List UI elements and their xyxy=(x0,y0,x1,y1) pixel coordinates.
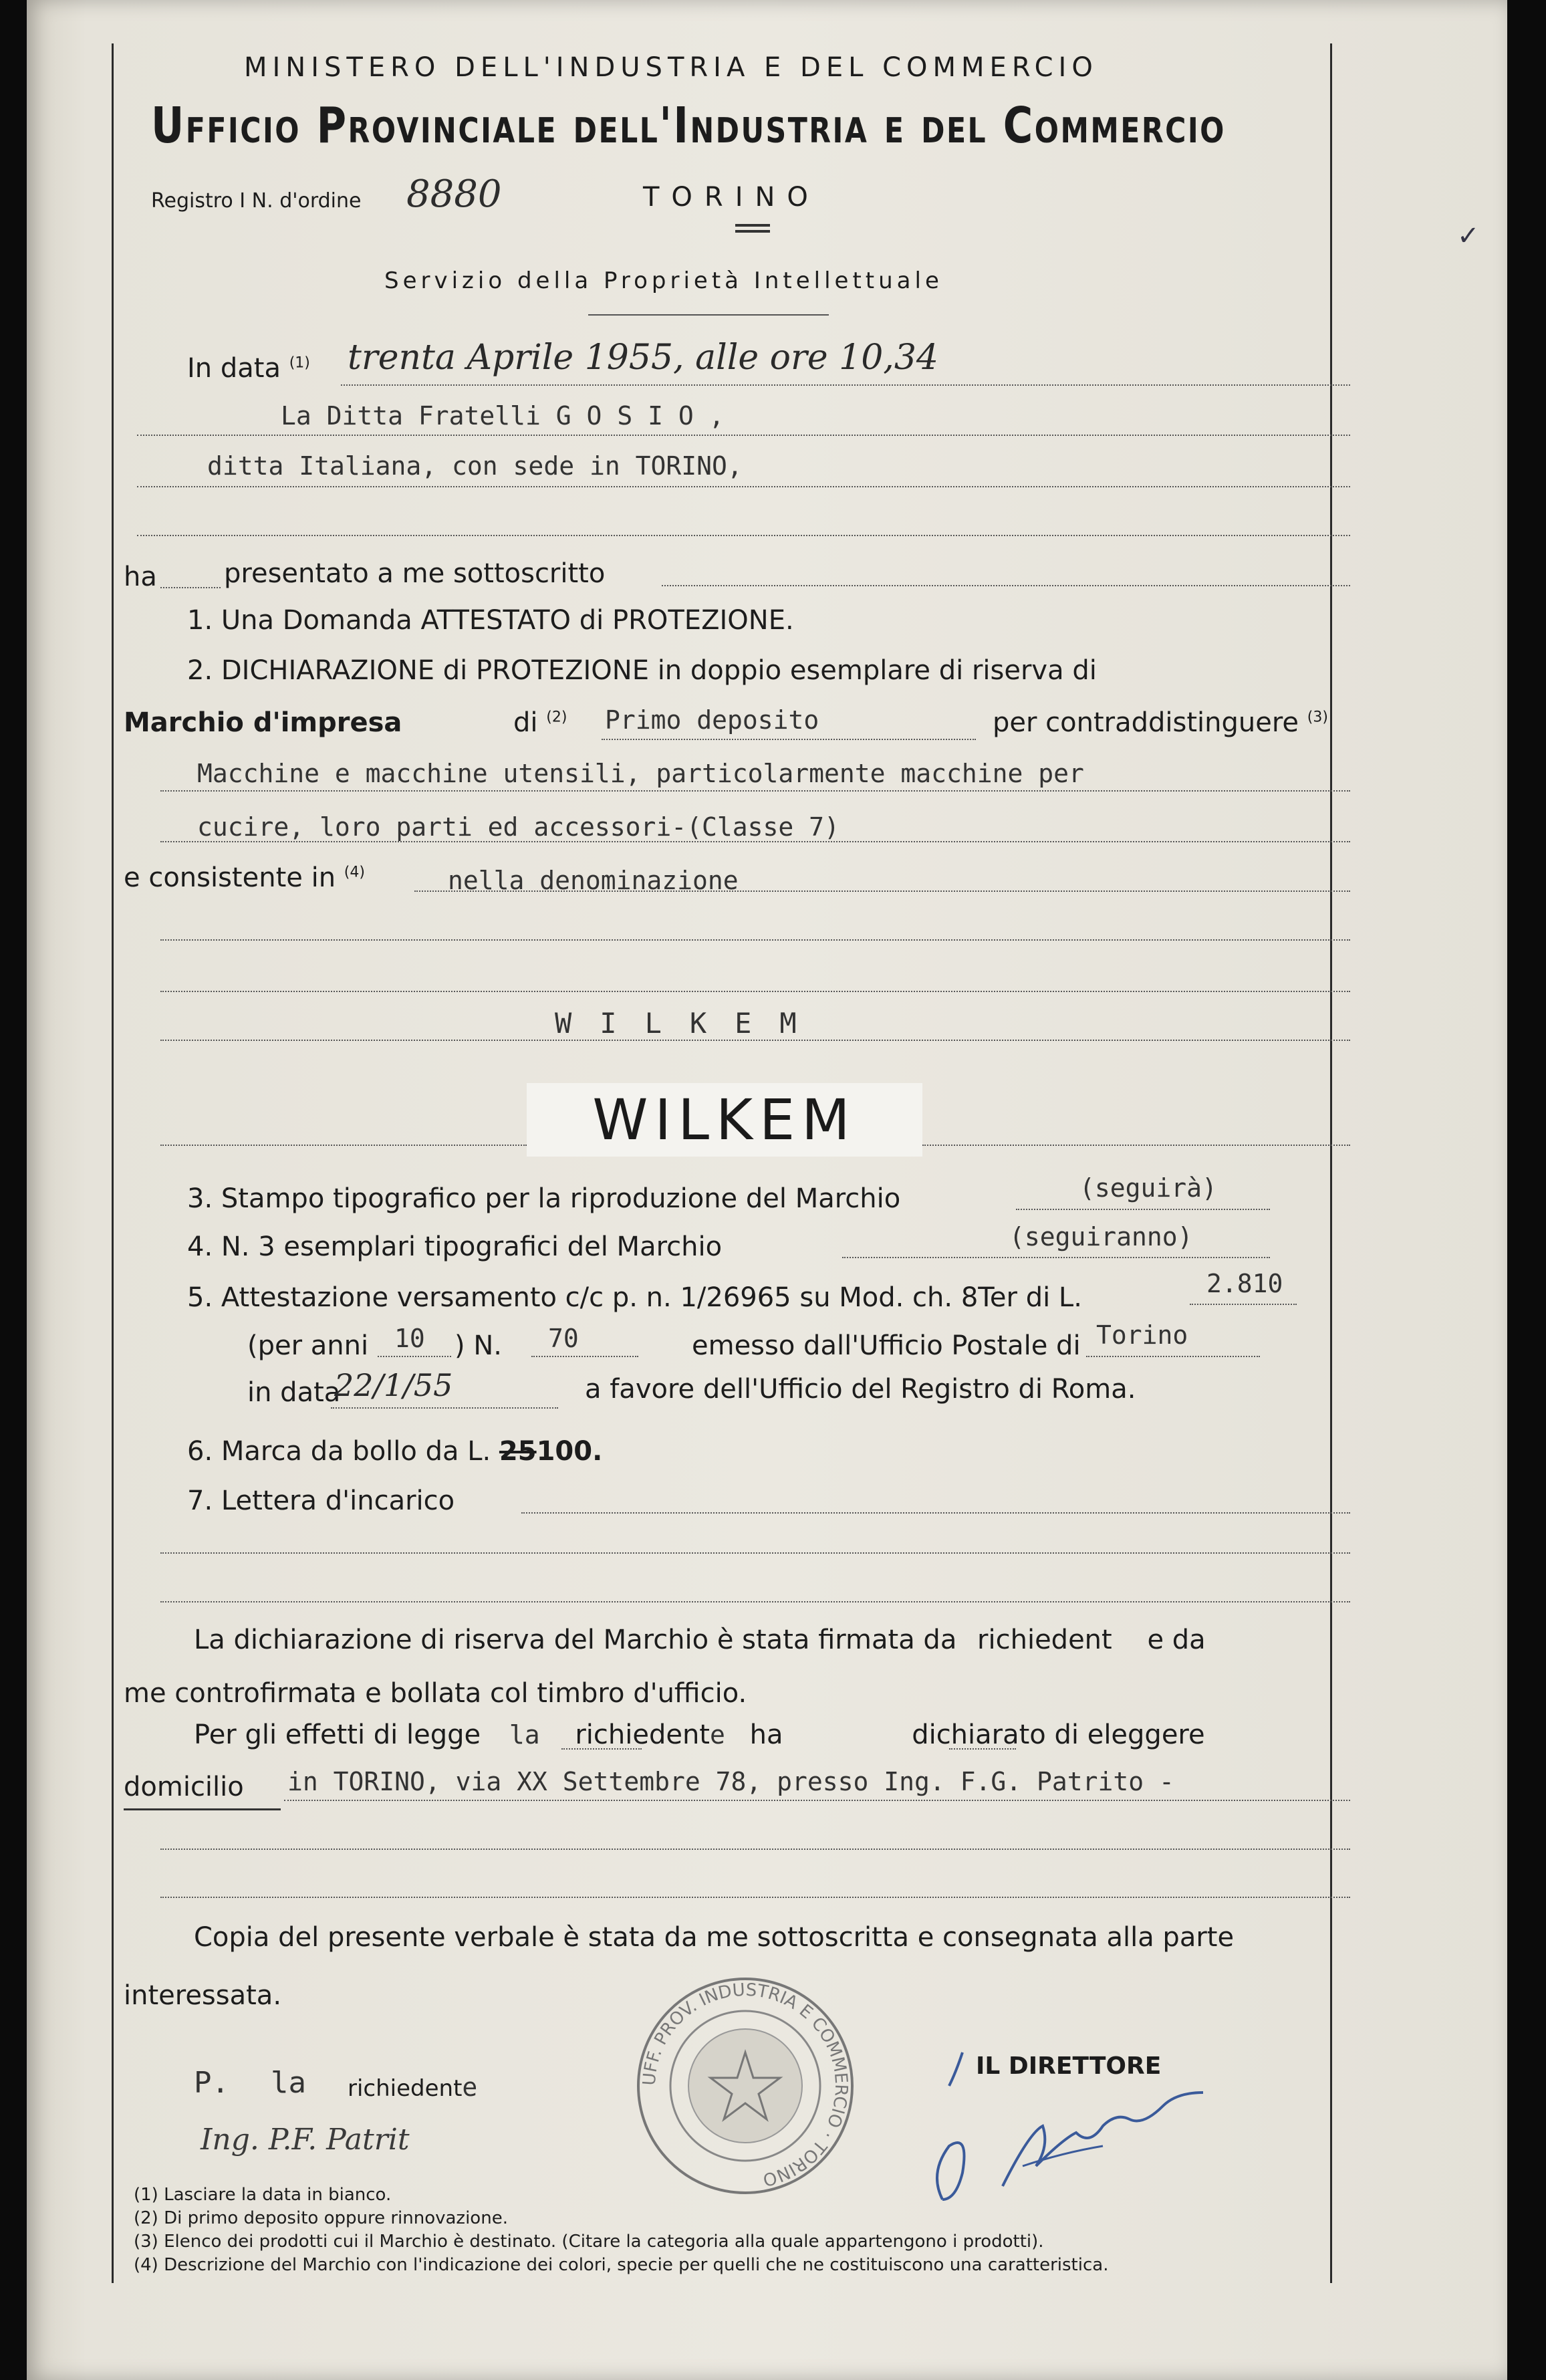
presentato-text: presentato a me sottoscritto xyxy=(224,558,606,589)
in-data-label-2: in data xyxy=(247,1377,341,1408)
ha-label: ha xyxy=(124,562,157,592)
products-line-1: Macchine e macchine utensili, particolarmente macchine per xyxy=(197,759,1084,788)
footnote-2: (2) Di primo deposito oppure rinnovazione. xyxy=(134,2208,508,2228)
item-4-value: (seguiranno) xyxy=(1009,1222,1193,1252)
p-la: la xyxy=(271,2066,306,2100)
item-1: 1. Una Domanda ATTESTATO di PROTEZIONE. xyxy=(187,605,794,636)
item-5: 5. Attestazione versamento c/c p. n. 1/26965 su Mod. ch. 8Ter di L. xyxy=(187,1282,1082,1313)
consistente-value: nella denominazione xyxy=(448,866,739,895)
n-value: 70 xyxy=(548,1324,579,1353)
riserva-line-1: La dichiarazione di riserva del Marchio è stata firmata da richiedent e da xyxy=(194,1625,1206,1655)
a-favore-label: a favore dell'Ufficio del Registro di Roma. xyxy=(585,1374,1136,1405)
consistente-label: e consistente in $^{(4)}$ xyxy=(124,862,365,893)
emesso-label: emesso dall'Ufficio Postale di xyxy=(692,1330,1081,1361)
item-4: 4. N. 3 esemplari tipografici del Marchio xyxy=(187,1231,723,1262)
city-heading: TORINO xyxy=(643,182,820,213)
in-data-label: In data $^{(1)}$ xyxy=(187,353,310,384)
footnote-1: (1) Lasciare la data in bianco. xyxy=(134,2185,392,2205)
divider-mark xyxy=(735,224,770,233)
item-3: 3. Stampo tipografico per la riproduzione del Marchio xyxy=(187,1183,901,1214)
office-heading: Ufficio Provinciale dell'Industria e del Commercio xyxy=(151,97,1226,154)
service-underline xyxy=(588,314,829,316)
item-2: 2. DICHIARAZIONE di PROTEZIONE in doppio esemplare di riserva di xyxy=(187,655,1097,686)
direttore-label: IL DIRETTORE xyxy=(976,2052,1162,2080)
footnote-4: (4) Descrizione del Marchio con l'indicazione dei colori, specie per quelli che ne costituiscono una caratteristica. xyxy=(134,2255,1109,2275)
company-seat-line: ditta Italiana, con sede in TORINO, xyxy=(207,451,743,481)
copia-line-2: interessata. xyxy=(124,1980,282,2011)
domicilio-label: domicilio xyxy=(124,1772,244,1802)
p-label: P. xyxy=(194,2066,229,2100)
registro-label: Registro I N. d'ordine xyxy=(151,189,362,213)
per-contraddistinguere: per contraddistinguere $^{(3)}$ xyxy=(993,707,1328,738)
marchio-label: Marchio d'impresa xyxy=(124,707,402,738)
p-richiedente: richiedente xyxy=(348,2072,478,2102)
official-seal xyxy=(632,1972,859,2199)
item-3-value: (seguirà) xyxy=(1079,1173,1217,1203)
service-heading: Servizio della Proprietà Intellettuale xyxy=(384,267,943,294)
trademark-typed: WILKEM xyxy=(555,1007,825,1040)
n-label: ) N. xyxy=(455,1330,502,1361)
date-handwritten: trenta Aprile 1955, alle ore 10,34 xyxy=(348,338,938,378)
deposito-value: Primo deposito xyxy=(605,705,819,735)
per-anni-label: (per anni xyxy=(247,1330,369,1361)
document-page xyxy=(27,0,1507,2380)
registro-number: 8880 xyxy=(406,172,502,216)
domicilio-value: in TORINO, via XX Settembre 78, presso Ing. F.G. Patrito - xyxy=(287,1767,1174,1796)
products-line-2: cucire, loro parti ed accessori-(Classe 7) xyxy=(197,812,840,842)
signature-applicant: Ing. P.F. Patrit xyxy=(201,2123,410,2157)
di-label: di $^{(2)}$ xyxy=(513,707,567,738)
item-6: 6. Marca da bollo da L. 25100. xyxy=(187,1436,603,1467)
ministry-heading: MINISTERO DELL'INDUSTRIA E DEL COMMERCIO xyxy=(244,52,1098,83)
riserva-line-2: me controfirmata e bollata col timbro d'ufficio. xyxy=(124,1678,747,1709)
item-5-amount: 2.810 xyxy=(1206,1269,1283,1298)
director-signature xyxy=(922,2032,1270,2220)
company-line: La Ditta Fratelli G O S I O , xyxy=(281,401,725,431)
effetti-line: Per gli effetti di legge la richiedente ha dichiarato di eleggere xyxy=(194,1719,1205,1750)
item-7: 7. Lettera d'incarico xyxy=(187,1485,455,1516)
footnote-3: (3) Elenco dei prodotti cui il Marchio è destinato. (Citare la categoria alla quale appartengono i prodotti). xyxy=(134,2232,1044,2252)
seal-text: UFF. PROV. INDUSTRIA E COMMERCIO · TORINO xyxy=(639,1980,852,2190)
ufficio-postale-value: Torino xyxy=(1096,1320,1188,1350)
trademark-label: WILKEM xyxy=(527,1083,922,1157)
data-value: 22/1/55 xyxy=(334,1367,453,1403)
check-mark: ✓ xyxy=(1457,221,1480,251)
copia-line-1: Copia del presente verbale è stata da me sottoscritta e consegnata alla parte xyxy=(194,1922,1235,1953)
anni-value: 10 xyxy=(394,1324,425,1353)
